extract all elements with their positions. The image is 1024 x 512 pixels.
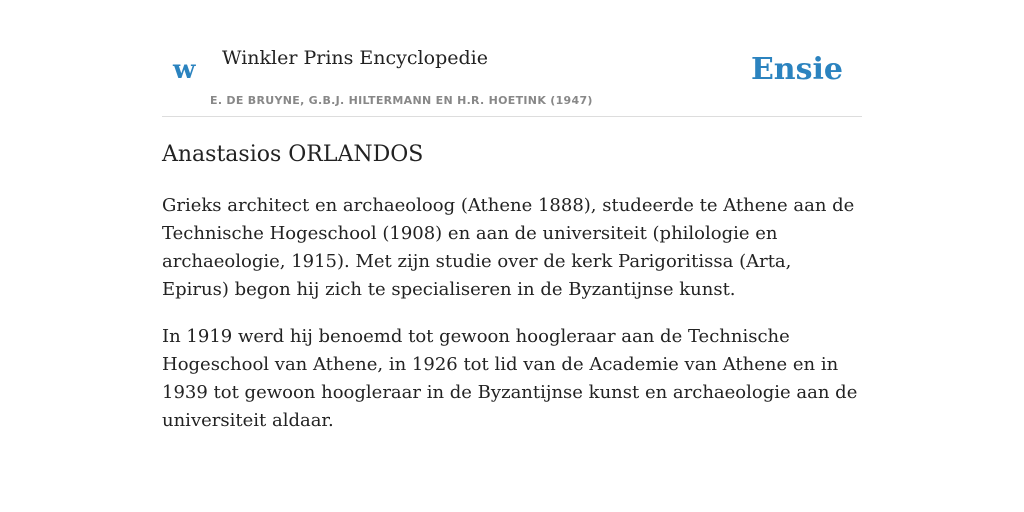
article-paragraph: In 1919 werd hij benoemd tot gewoon hoogleraar aan de Technische Hogeschool van Athene, in 1926 tot lid van de Academie van Athene en in 1939 tot gewoon hoogleraar in de Byzantijnse kunst en archaeologie aan de universiteit aldaar. <box>162 326 858 431</box>
article-body <box>162 192 862 454</box>
encyclopedia-logo[interactable]: w <box>173 55 196 85</box>
encyclopedia-authors: E. DE BRUYNE, G.B.J. HILTERMANN EN H.R. HOETINK (1947) <box>210 94 593 107</box>
page <box>162 0 862 431</box>
article-paragraph: Grieks architect en archaeoloog (Athene 1888), studeerde te Athene aan de Technische Hogeschool (1908) en aan de universiteit (philologie en archaeologie, 1915). Met zijn studie over de kerk Parigoritissa (Arta, Epirus) begon hij zich te specialiseren in de Byzantijnse kunst. <box>162 195 855 300</box>
encyclopedia-title[interactable]: Winkler Prins Encyclopedie <box>222 47 488 69</box>
article-title: Anastasios ORLANDOS <box>162 142 424 167</box>
ensie-brand-link[interactable]: Ensie <box>750 52 843 87</box>
site-header <box>162 0 862 117</box>
